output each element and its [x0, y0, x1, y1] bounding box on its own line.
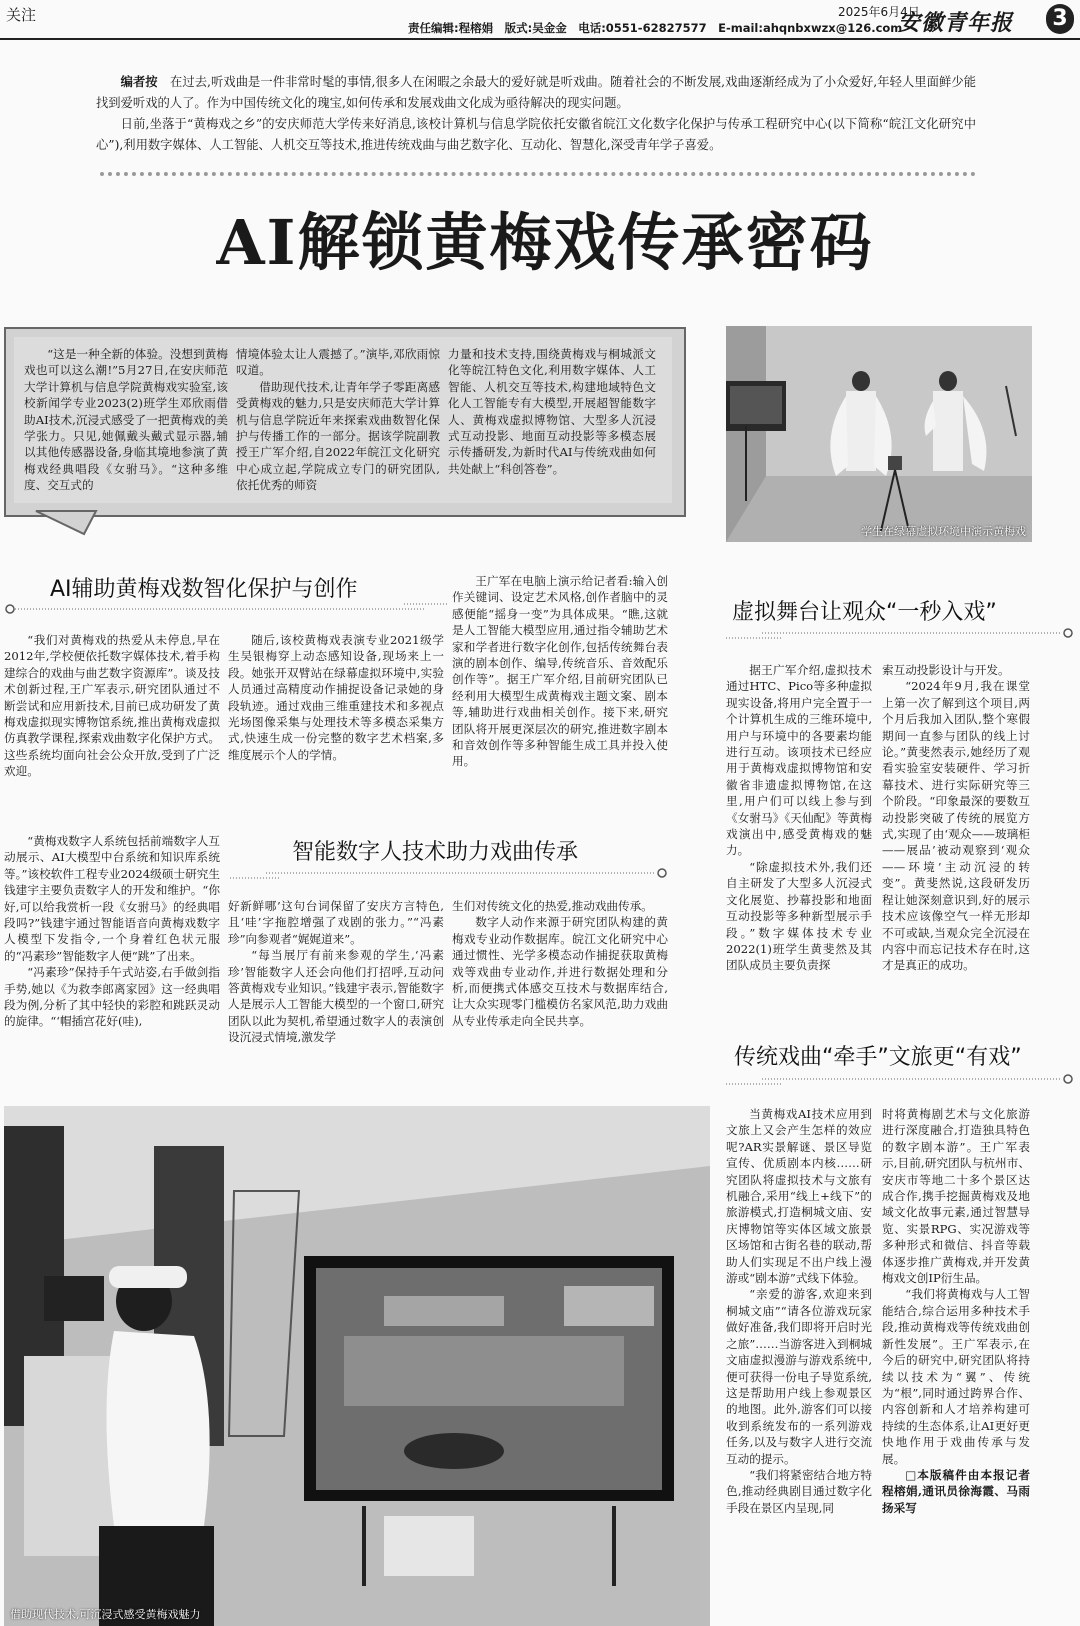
intro-col2-a: 情境体验太让人震撼了。”演毕,邓欣雨惊叹道。 [236, 347, 440, 378]
section2-col2-a: 好新鲜哪’这句台词保留了安庆方言特色,且‘哇’字拖腔增强了戏剧的张力。”“冯素珍”向参观者“娓娓道来”。 [228, 899, 444, 946]
editor-note-divider [100, 172, 976, 182]
section4-title: 传统戏曲“牵手”文旅更“有戏” [734, 1045, 1022, 1070]
section4-rule [722, 1070, 1078, 1088]
intro-col1: “这是一种全新的体验。没想到黄梅戏也可以这么潮!”5月27日,在安庆师范大学计算机与信息学院黄梅戏实验室,该校新闻学专业2023(2)班学生邓欣雨借助AI技术,沉浸式感受了一把黄梅戏的美学张力。只见,她佩戴头戴式显示器,辅以其他传感器设备,身临其境地参演了黄梅戏经典唱段《女驸马》。“这种多维度、交互式的 [24, 347, 228, 493]
section4-credit: □本版稿件由本报记者程榕娟,通讯员徐海霞、马雨扬采写 [882, 1467, 1030, 1515]
section2-col3-b: 数字人动作来源于研究团队构建的黄梅戏专业动作数据库。皖江文化研究中心通过惯性、光学多模态动作捕捉获取黄梅戏等戏曲专业动作,并进行数据处理和分析,而便携式体感交互技术与数据库结合,让大众实现零门槛模仿名家风范,助力戏曲从专业传承走向全民共享。 [452, 915, 668, 1028]
section2-col1 [4, 833, 220, 1030]
photo-vr-experience-illustration [4, 1106, 710, 1626]
section4-col2-b: “我们将黄梅戏与人工智能结合,综合运用多种技术手段,推动黄梅戏等传统戏曲创新性发展”。王广军表示,在今后的研究中,研究团队将持续以技术为“翼”、传统为“根”,同时通过跨界合作、内容创新和人才培养构建可持续的生态体系,让AI更好更快地作用于戏曲传承与发展。 [882, 1287, 1030, 1466]
section1-col1: “我们对黄梅戏的热爱从未停息,早在2012年,学校便依托数字媒体技术,着手构建综合的戏曲与曲艺数字资源库”。谈及技术创新过程,王广军表示,研究团队通过不断尝试和应用新技术,目前已成功研发了黄梅戏虚拟现实博物馆系统,推出黄梅戏虚拟仿真教学课程,探索戏曲数字化保护方式。这些系统均面向社会公众开放,受到了广泛欢迎。 [4, 633, 220, 779]
section3-col2-b: “2024年9月,我在课堂上第一次了解到这个项目,两个月后我加入团队,整个寒假期间一直参与团队的线上讨论。”黄斐然表示,她经历了观看实验室安装硬件、学习折幕技术、进行实际研究等三个阶段。“印象最深的要数互动投影突破了传统的展览方式,实现了由‘观众——玻璃柜——展品’被动观察到‘观众——环境’主动沉浸的转变”。黄斐然说,这段研发历程让她深刻意识到,好的展示技术应该像空气一样无形却不可或缺,当观众完全沉浸在内容中而忘记技术存在时,这才是真正的成功。 [882, 679, 1030, 973]
intro-col3: 力量和技术支持,围绕黄梅戏与桐城派文化等皖江特色文化,利用数字媒体、人工智能、人机交互等技术,构建地域特色文化人工智能专有大模型,开展超智能数字人、黄梅戏虚拟博物馆、大型多人沉浸式互动投影、地面互动投影等多模态展示传播研发,为新时代AI与传统戏曲如何共处献上“科创答卷”。 [448, 347, 656, 476]
section3-rule [722, 624, 1078, 642]
intro-col2-b: 借助现代技术,让青年学子零距离感受黄梅戏的魅力,只是安庆师范大学计算机与信息学院近年来探索戏曲数智化保护与传播工作的一部分。据该学院副教授王广军介绍,自2022年皖江文化研究中心成立起,学院成立专门的研究团队,依托优秀的师资 [236, 379, 440, 493]
issue-date: 2025年6月4日 [838, 5, 920, 19]
intro-col2 [236, 346, 440, 494]
section3-col2 [882, 662, 1030, 974]
section4-col2 [882, 1106, 1030, 1516]
photo-vr-experience [4, 1106, 710, 1626]
headline: AI解锁黄梅戏传承密码 [216, 206, 874, 279]
section3-col1-b: “除虚拟技术外,我们还自主研发了大型多人沉浸式文化展览、抄幕投影和地面互动投影等多种新型展示手段。”数字媒体技术专业2022(1)班学生黄斐然及其团队成员主要负责探 [726, 859, 872, 973]
section3-col1 [726, 662, 872, 974]
section2-col2-b: “每当展厅有前来参观的学生,‘冯素珍’智能数字人还会向他们打招呼,互动问答黄梅戏专业知识。”钱建宇表示,智能数字人是展示人工智能大模型的一个窗口,研究团队以此为契机,希望通过数字人的表演创设沉浸式情境,激发学 [228, 948, 444, 1045]
section2-col2 [228, 898, 444, 1046]
photo-green-screen [726, 326, 1032, 542]
section-label: 关注 [6, 6, 37, 24]
section3-col2-a: 索互动投影设计与开发。 [882, 663, 1010, 677]
section3-col1-a: 据王广军介绍,虚拟技术通过HTC、Pico等多种虚拟现实设备,将用户完全置于一个计算机生成的三维环境中,用户与环境中的各要素均能进行互动。该项技术已经应用于黄梅戏虚拟博物馆和安徽省非遗虚拟博物馆,在这里,用户们可以线上参与到《女驸马》《天仙配》等黄梅戏演出中,感受黄梅戏的魅力。 [726, 663, 872, 858]
section2-rule [226, 864, 676, 882]
speech-tail [30, 510, 100, 536]
section2-col1-b: “冯素珍”保持手午式站姿,右手做剑指手势,她以《为救李郎离家园》这一经典唱段为例,分析了其中轻快的彩腔和跳跃灵动的旋律。“‘帽插宫花好(哇), [4, 965, 220, 1029]
section1-col3: 王广军在电脑上演示给记者看:输入创作关键词、设定艺术风格,创作者脑中的灵感便能“摇身一变”为具体成果。“瞧,这就是人工智能大模型应用,通过指令辅助艺术家和学者进行数字化创作,包括传统舞台表演的剧本创作、编导,传统音乐、音效配乐创作等”。据王广军介绍,目前研究团队已经利用大模型生成黄梅戏主题文案、剧本等,辅助进行戏曲相关创作。接下来,研究团队将开展更深层次的研究,推进数字剧本和音效创作等多种智能生成工具并投入使用。 [452, 574, 668, 769]
section4-col2-a: 时将黄梅剧艺术与文化旅游进行深度融合,打造独具特色的数字剧本游”。王广军表示,目前,研究团队与杭州市、安庆市等地二十多个景区达成合作,携手挖掘黄梅戏及地域文化故事元素,通过智慧导览、实景RPG、实况游戏等多种形式和微信、抖音等载体逐步推广黄梅戏,并开发黄梅戏文创IP衍生品。 [882, 1107, 1030, 1286]
section2-title: 智能数字人技术助力戏曲传承 [292, 840, 579, 865]
section3-title: 虚拟舞台让观众“一秒入戏” [732, 600, 997, 625]
section4-col1-b: “亲爱的游客,欢迎来到桐城文庙”“请各位游戏玩家做好准备,我们即将开启时光之旅”……当游客进入到桐城文庙虚拟漫游与游戏系统中,便可获得一份电子导览系统,这是帮助用户线上参观景区的地图。此外,游客们可以接收到系统发布的一系列游戏任务,以及与数字人进行交流互动的提示。 [726, 1287, 872, 1466]
editor-note [96, 71, 976, 156]
section1-title: AI辅助黄梅戏数智化保护与创作 [50, 577, 358, 602]
paper-name: 安徽青年报 [898, 10, 1014, 36]
section2-col1-a: “黄梅戏数字人系统包括前端数字人互动展示、AI大模型中台系统和知识库系统等。”该校软件工程专业2024级硕士研究生钱建宇主要负责数字人的开发和维护。“你好,可以给我赏析一段《女驸马》的经典唱段吗?”钱建宇通过智能语音向黄梅戏数字人模型下发指令,一个身着红色状元服的“冯素珍”智能数字人便“跳”了出来。 [4, 834, 220, 963]
section4-col1-c: “我们将紧密结合地方特色,推动经典剧目通过数字化手段在景区内呈现,同 [726, 1467, 872, 1515]
photo-green-screen-caption: 学生在绿幕虚拟环境中演示黄梅戏 [861, 525, 1026, 538]
page-credits: 责任编辑:程榕娟 版式:吴金金 电话:0551-62827577 E-mail:ahqnbxwzx@126.com [408, 21, 903, 35]
editor-note-label: 编者按 [120, 74, 158, 89]
editor-note-para2: 日前,坐落于“黄梅戏之乡”的安庆师范大学传来好消息,该校计算机与信息学院依托安徽省皖江文化数字化保护与传承工程研究中心(以下简称“皖江文化研究中心”),利用数字媒体、人工智能、人机交互等技术,推进传统戏曲与曲艺数字化、互动化、智慧化,深受青年学子喜爱。 [96, 117, 976, 152]
section4-col1-a: 当黄梅戏AI技术应用到文旅上又会产生怎样的效应呢?AR实景解谜、景区导览宣传、优质剧本内核……研究团队将虚拟技术与文旅有机融合,采用“线上+线下”的旅游模式,打造桐城文庙、安庆博物馆等实体区域文旅景区场馆和古街名巷的联动,帮助人们实现足不出户线上漫游或“剧本游”式线下体验。 [726, 1107, 872, 1286]
section1-rule [4, 600, 454, 618]
section1-col2: 随后,该校黄梅戏表演专业2021级学生吴银梅穿上动态感知设备,现场来上一段。她张开双臂站在绿幕虚拟环境中,实验人员通过高精度动作捕捉设备记录她的身段轨迹。通过戏曲三维重建技术和多视点光场图像采集与处理技术等多模态采集方式,快速生成一份完整的数字艺术档案,多维度展示个人的学情。 [228, 633, 444, 762]
section2-col3-a: 生们对传统文化的热爱,推动戏曲传承。 [452, 899, 653, 913]
section2-col3 [452, 898, 668, 1029]
section4-col1 [726, 1106, 872, 1516]
photo-green-screen-illustration [726, 326, 1032, 542]
header-rule [0, 38, 1080, 40]
photo-vr-experience-caption: 借助现代技术,可沉浸式感受黄梅戏魅力 [10, 1608, 201, 1621]
editor-note-para1: 在过去,听戏曲是一件非常时髦的事情,很多人在闲暇之余最大的爱好就是听戏曲。随着社会的不断发展,戏曲逐渐经成为了小众爱好,年轻人里面鲜少能找到爱听戏的人了。作为中国传统文化的瑰宝,如何传承和发展戏曲文化成为亟待解决的现实问题。 [96, 75, 976, 110]
page-number: 3 [1046, 4, 1074, 34]
